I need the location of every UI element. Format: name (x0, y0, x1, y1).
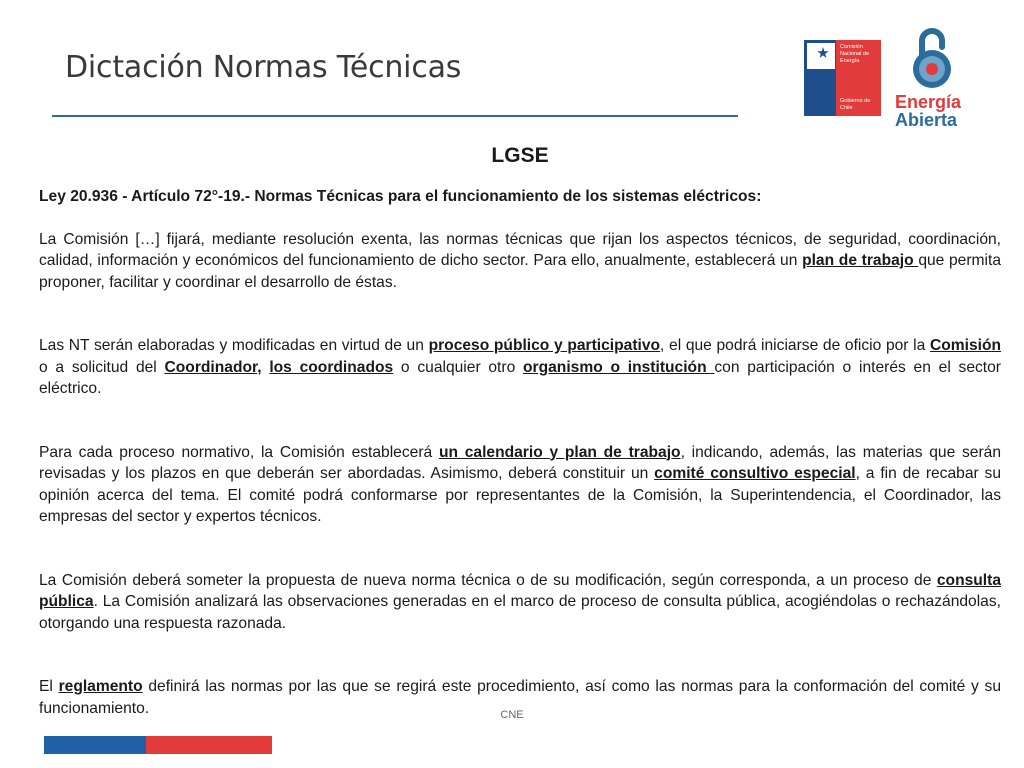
emphasis-reglamento: reglamento (58, 678, 143, 695)
footer-label: CNE (500, 709, 524, 721)
emphasis-proceso-publico: proceso público y participativo (428, 337, 661, 354)
cne-logo: Comisión Nacional de Energía Gobierno de Chile (804, 40, 881, 116)
page-title: Dictación Normas Técnicas (65, 50, 462, 85)
article-body (39, 186, 1001, 719)
emphasis-comite: comité consultivo especial (654, 465, 856, 482)
paragraph-2: Las NT serán elaboradas y modificadas en virtud de un proceso público y participativo, el que podrá iniciarse de oficio por la Comisión o a solicitud del Coordinador, los coordinados o cualquier otro organismo o institución con participación o interés en el sector eléctrico. (39, 337, 1002, 397)
title-divider (52, 115, 738, 117)
paragraph-5: El reglamento definirá las normas por las que se regirá este procedimiento, así como las normas para la conformación del comité y su funcionamiento. (39, 678, 1001, 717)
emphasis-plan-de-trabajo: plan de trabajo (802, 252, 919, 269)
emphasis-coordinados: los coordinados (269, 358, 394, 376)
paragraph-1: La Comisión […] fijará, mediante resolución exenta, las normas técnicas que rijan los aspectos técnicos, de seguridad, coordinación, calidad, información y económicos del funcionamiento de dicho sector. Para ello, anualmente, establecerá un plan de trabajo que permita proponer, facilitar y coordinar el desarrollo de éstas. (39, 230, 1001, 291)
emphasis-organismo: organismo o institución (523, 358, 715, 376)
emphasis-calendario: un calendario y plan de trabajo (438, 443, 681, 461)
padlock-icon (908, 25, 956, 89)
law-heading: Ley 20.936 - Artículo 72°-19.- Normas Técnicas para el funcionamiento de los sistemas eléctricos: (39, 188, 762, 205)
paragraph-4: La Comisión deberá someter la propuesta de nueva norma técnica o de su modificación, según corresponda, a un proceso de consulta pública. La Comisión analizará las observaciones generadas en el marco de proceso de consulta pública, acogiéndolas o rechazándolas, otorgando una respuesta razonada. (39, 571, 1001, 632)
emphasis-coordinador: Coordinador (164, 358, 258, 376)
footer-bar-red (146, 736, 272, 754)
energia-abierta-logo: Energía Abierta (893, 25, 968, 133)
paragraph-3: Para cada proceso normativo, la Comisión establecerá un calendario y plan de trabajo, indicando, además, las materias que serán revisadas y los plazos en que deberán ser abordadas. Asimismo, deberá constituir un comité consultivo especial, a fin de recabar su opinión acerca del tema. El comité podrá conformarse por representantes de la Comisión, la Superintendencia, el Coordinador, las empresas del sector y expertos técnicos. (39, 443, 1001, 525)
footer-bar-blue (44, 736, 146, 754)
emphasis-consulta-publica: consulta pública (39, 571, 1001, 610)
section-subtitle: LGSE (491, 144, 549, 167)
emphasis-comision: Comisión (929, 337, 1002, 354)
